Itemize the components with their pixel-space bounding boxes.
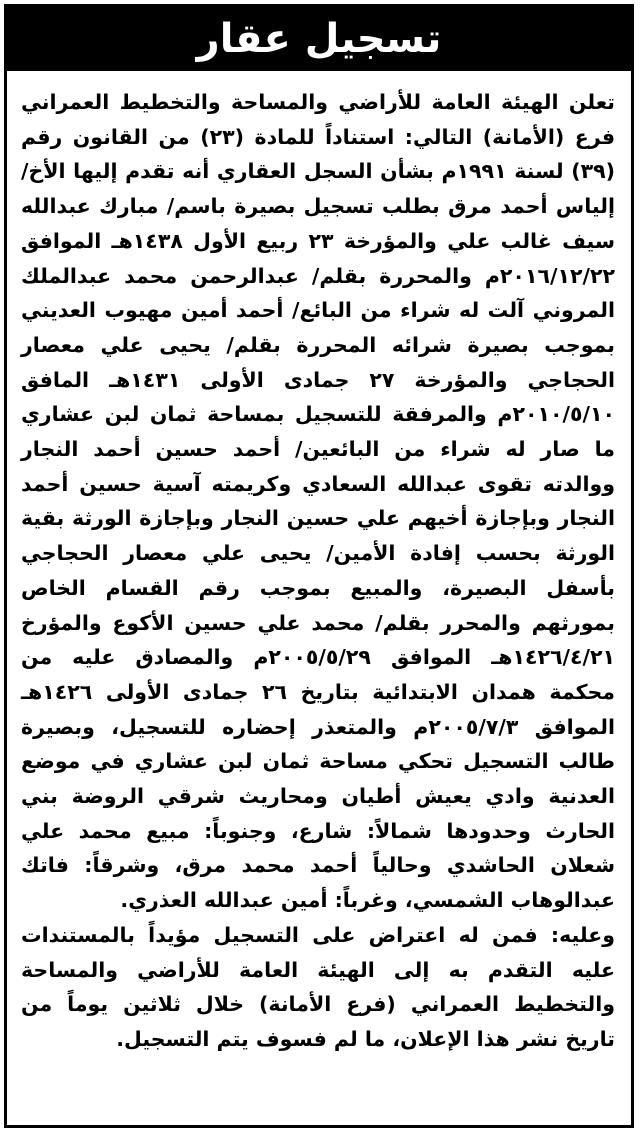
title-bar: [7, 7, 631, 71]
notice-body: [7, 71, 631, 1057]
notice-frame: [4, 4, 634, 1128]
notice-paragraph-objection: وعليه: فمن له اعتراض على التسجيل مؤيداً بالمستندات عليه التقدم به إلى الهيئة العامة للأراضي والمساحة والتخطيط العمراني (فرع الأمانة) خلال ثلاثين يوماً من تاريخ نشر هذا الإعلان، ما لم فسوف يتم التسجيل.: [21, 922, 615, 1051]
notice-title: تسجيل عقار: [196, 16, 442, 62]
notice-paragraph-main: تعلن الهيئة العامة للأراضي والمساحة والتخطيط العمراني فرع (الأمانة) التالي: استناداً للمادة (٢٣) من القانون رقم (٣٩) لسنة ١٩٩١م بشأن السجل العقاري أنه تقدم إليها الأخ/ إلياس أحمد مرق بطلب تسجيل بصيرة باسم/ مبارك عبدالله سيف غالب علي والمؤرخة ٢٣ ربيع الأول ١٤٣٨هـ الموافق ٢٠١٦/١٢/٢٢م والمحررة بقلم/ عبدالرحمن محمد عبدالملك المروني آلت له شراء من البائع/ أحمد أمين مهيوب العديني بموجب بصيرة شرائه المحررة بقلم/ يحيى علي معصار الحجاجي والمؤرخة ٢٧ جمادى الأولى ١٤٣١هـ المافق ٢٠١٠/٥/١٠م والمرفقة للتسجيل بمساحة ثمان لبن عشاري ما صار له شراء من البائعين/ أحمد حسين أحمد النجار ووالدته تقوى عبدالله السعادي وكريمته آسية حسين أحمد النجار وبإجازة أخيهم علي حسين النجار وبإجازة الورثة بقية الورثة بحسب إفادة الأمين/ يحيى علي معصار الحجاجي بأسفل البصيرة، والمبيع بموجب رقم القسام الخاص بمورثهم والمحرر بقلم/ محمد علي حسين الأكوع والمؤرخ ١٤٢٦/٤/٢١هـ الموافق ٢٠٠٥/٥/٢٩م والمصادق عليه من محكمة همدان الابتدائية بتاريخ ٢٦ جمادى الأولى ١٤٢٦هـ الموافق ٢٠٠٥/٧/٣م والمتعذر إحضاره للتسجيل، وبصيرة طالب التسجيل تحكي مساحة ثمان لبن عشاري في موضع العدنية وادي يعيش أطيان ومحاريث شرقي الروضة بني الحارث وحدودها شمالاً: شارع، وجنوباً: مبيع محمد علي شعلان الحاشدي وحالياً أحمد محمد مرق، وشرقاً: فاتك عبدالوهاب الشمسي، وغرباً: أمين عبدالله العذري.: [21, 90, 616, 913]
